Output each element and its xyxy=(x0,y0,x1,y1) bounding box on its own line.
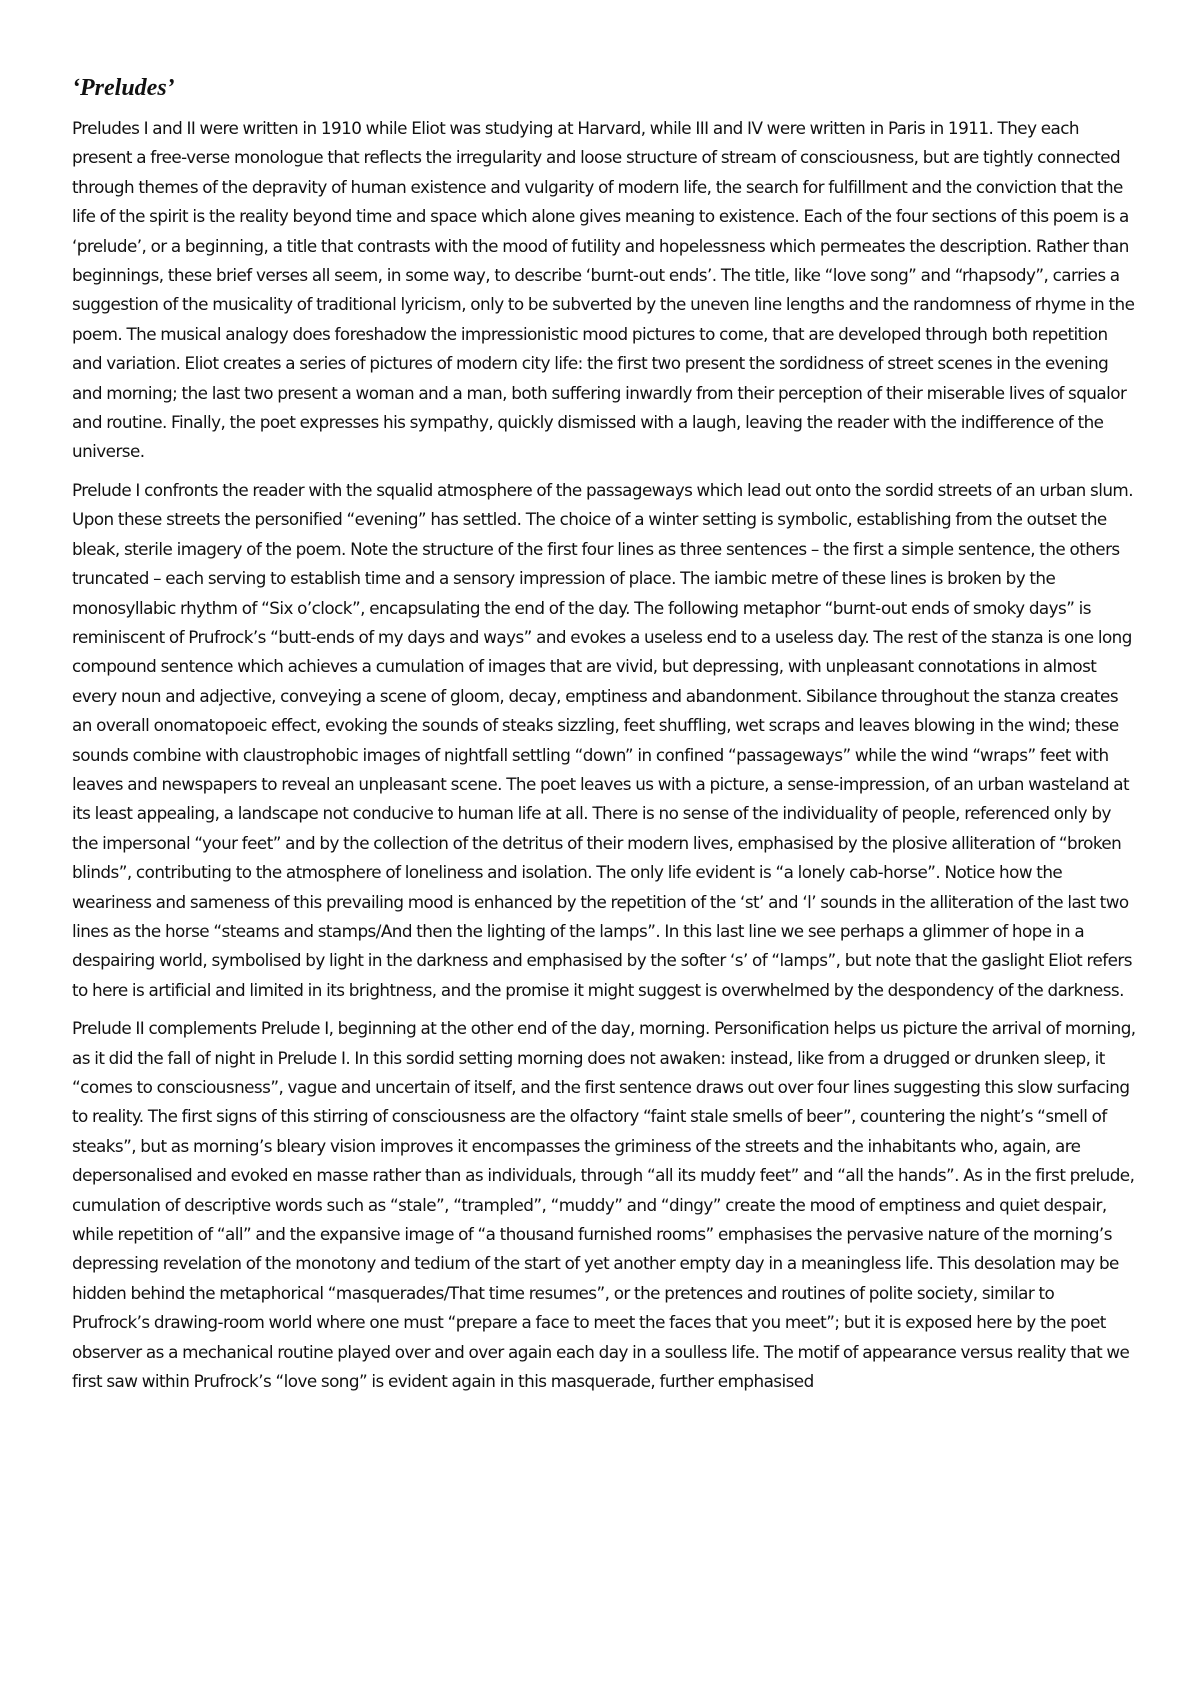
document-page xyxy=(72,72,1136,1405)
paragraph-intro: Preludes I and II were written in 1910 while Eliot was studying at Harvard, while III and IV were written in Paris in 1911. They each present a free-verse monologue that reflects the irregularity and loose structure of stream of consciousness, but are tightly connected through themes of the depravity of human existence and vulgarity of modern life, the search for fulfillment and the conviction that the life of the spirit is the reality beyond time and space which alone gives meaning to existence. Each of the four sections of this poem is a ‘prelude’, or a beginning, a title that contrasts with the mood of futility and hopelessness which permeates the description. Rather than beginnings, these brief verses all seem, in some way, to describe ‘burnt-out ends’. The title, like “love song” and “rhapsody”, carries a suggestion of the musicality of traditional lyricism, only to be subverted by the uneven line lengths and the randomness of rhyme in the poem. The musical analogy does foreshadow the impressionistic mood pictures to come, that are developed through both repetition and variation. Eliot creates a series of pictures of modern city life: the first two present the sordidness of street scenes in the evening and morning; the last two present a woman and a man, both suffering inwardly from their perception of their miserable lives of squalor and routine. Finally, the poet expresses his sympathy, quickly dismissed with a laugh, leaving the reader with the indifference of the universe. xyxy=(72,118,1135,462)
paragraph-prelude-1: Prelude I confronts the reader with the squalid atmosphere of the passageways which lead out onto the sordid streets of an urban slum. Upon these streets the personified “evening” has settled. The choice of a winter setting is symbolic, establishing from the outset the bleak, sterile imagery of the poem. Note the structure of the first four lines as three sentences – the first a simple sentence, the others truncated – each serving to establish time and a sensory impression of place. The iambic metre of these lines is broken by the monosyllabic rhythm of “Six o’clock”, encapsulating the end of the day. The following metaphor “burnt-out ends of smoky days” is reminiscent of Prufrock’s “butt-ends of my days and ways” and evokes a useless end to a useless day. The rest of the stanza is one long compound sentence which achieves a cumulation of images that are vivid, but depressing, with unpleasant connotations in almost every noun and adjective, conveying a scene of gloom, decay, emptiness and abandonment. Sibilance throughout the stanza creates an overall onomatopoeic effect, evoking the sounds of steaks sizzling, feet shuffling, wet scraps and leaves blowing in the wind; these sounds combine with claustrophobic images of nightfall settling “down” in confined “passageways” while the wind “wraps” feet with leaves and newspapers to reveal an unpleasant scene. The poet leaves us with a picture, a sense-impression, of an urban wasteland at its least appealing, a landscape not conducive to human life at all. There is no sense of the individuality of people, referenced only by the impersonal “your feet” and by the collection of the detritus of their modern lives, emphasised by the plosive alliteration of “broken blinds”, contributing to the atmosphere of loneliness and isolation. The only life evident is “a lonely cab-horse”. Notice how the weariness and sameness of this prevailing mood is enhanced by the repetition of the ‘st’ and ‘l’ sounds in the alliteration of the last two lines as the horse “steams and stamps/And then the lighting of the lamps”. In this last line we see perhaps a glimmer of hope in a despairing world, symbolised by light in the darkness and emphasised by the softer ‘s’ of “lamps”, but note that the gaslight Eliot refers to here is artificial and limited in its brightness, and the promise it might suggest is overwhelmed by the despondency of the darkness. xyxy=(72,479,1134,1000)
paragraph-prelude-2: Prelude II complements Prelude I, beginning at the other end of the day, morning. Personification helps us picture the arrival of morning, as it did the fall of night in Prelude I. In this sordid setting morning does not awaken: instead, like from a drugged or drunken sleep, it “comes to consciousness”, vague and uncertain of itself, and the first sentence draws out over four lines suggesting this slow surfacing to reality. The first signs of this stirring of consciousness are the olfactory “faint stale smells of beer”, countering the night’s “smell of steaks”, but as morning’s bleary vision improves it encompasses the griminess of the streets and the inhabitants who, again, are depersonalised and evoked en masse rather than as individuals, through “all its muddy feet” and “all the hands”. As in the first prelude, cumulation of descriptive words such as “stale”, “trampled”, “muddy” and “dingy” create the mood of emptiness and quiet despair, while repetition of “all” and the expansive image of “a thousand furnished rooms” emphasises the pervasive nature of the morning’s depressing revelation of the monotony and tedium of the start of yet another empty day in a meaningless life. This desolation may be hidden behind the metaphorical “masquerades/That time resumes”, or the pretences and routines of polite society, similar to Prufrock’s drawing-room world where one must “prepare a face to meet the faces that you meet”; but it is exposed here by the poet observer as a mechanical routine played over and over again each day in a soulless life. The motif of appearance versus reality that we first saw within Prufrock’s “love song” is evident again in this masquerade, further emphasised xyxy=(72,1018,1136,1392)
document-title: ‘Preludes’ xyxy=(72,75,175,101)
